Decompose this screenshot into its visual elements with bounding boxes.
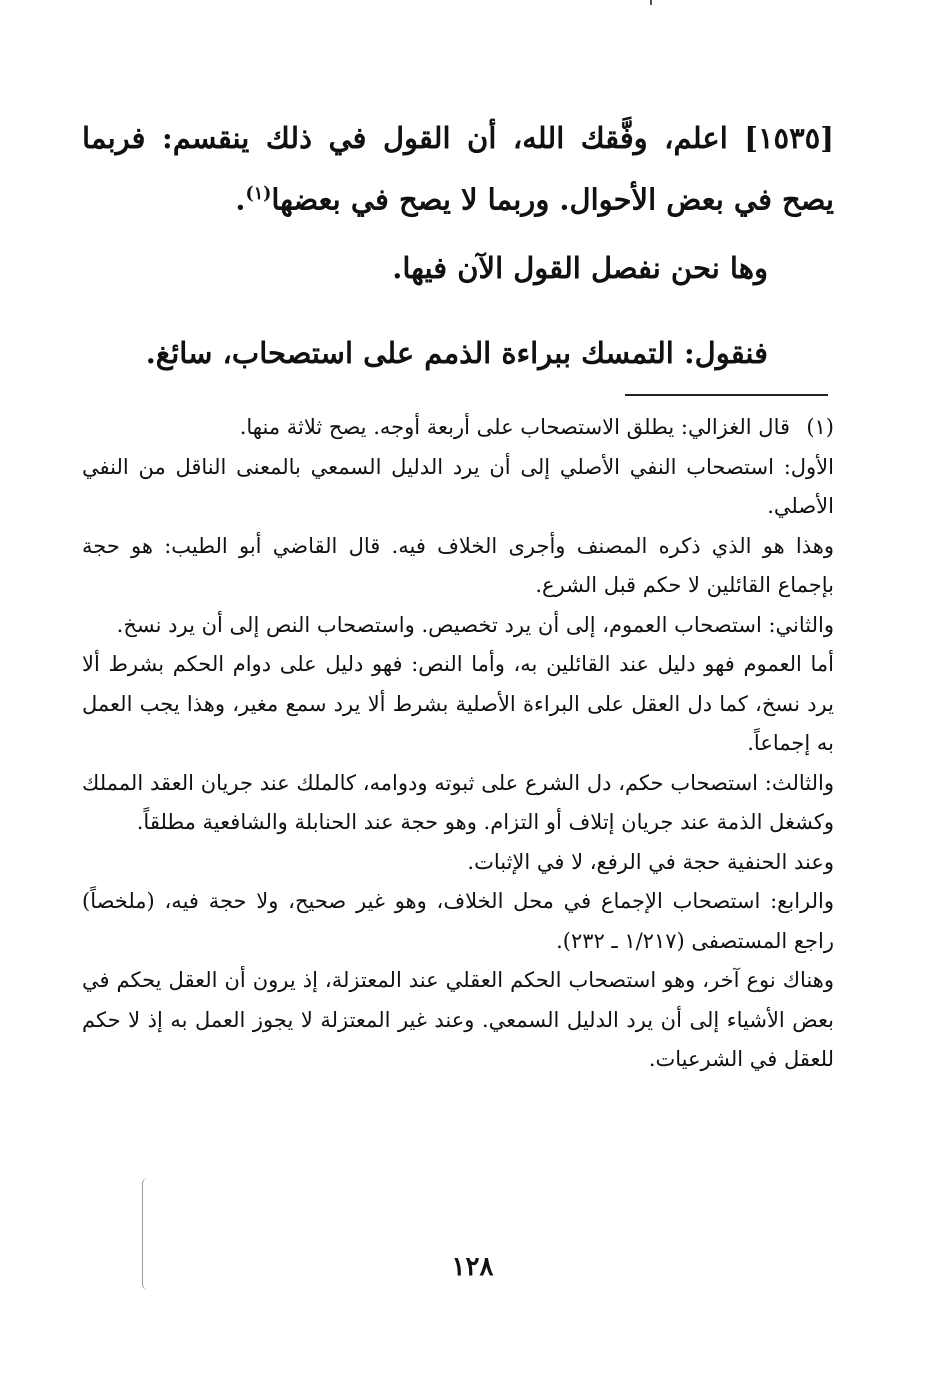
footnote-line: والثاني: استصحاب العموم، إلى أن يرد تخصيص. واستصحاب النص إلى أن يرد نسخ. [116, 612, 834, 637]
footnote-number: (١) [806, 415, 834, 439]
main-paragraph-3 [82, 325, 768, 381]
paragraph-1-text: [١٥٣٥] اعلم، وفَّقك الله، أن القول في ذلك ينقسم: فربما يصح في بعض الأحوال. وربما لا يصح في بعضها [82, 121, 834, 217]
footnotes [82, 408, 834, 1080]
footnote-reference: (١) [245, 184, 272, 204]
footnote-line: والثالث: استصحاب حكم، دل الشرع على ثبوته ودوامه، كالملك عند جريان العقد المملك وكشغل الذمة عند جريان إتلاف أو التزام. وهو حجة عند الحنابلة والشافعية مطلقاً. [82, 770, 834, 834]
main-paragraph-1 [82, 110, 834, 228]
footnote-text: قال الغزالي: يطلق الاستصحاب على أربعة أوجه. يصح ثلاثة منها. [239, 415, 790, 439]
footnote-line: وهناك نوع آخر، وهو استصحاب الحكم العقلي عند المعتزلة، إذ يرون أن العقل يحكم في بعض الأشياء إلى أن يرد الدليل السمعي. وعند غير المعتزلة لا يجوز العمل به إذ لا حكم للعقل في الشرعيات. [82, 968, 834, 1071]
paragraph-2-text: وها نحن نفصل القول الآن فيها. [392, 251, 768, 285]
footnote-line: أما العموم فهو دليل عند القائلين به، وأما النص: فهو دليل على دوام الحكم بشرط ألا يرد نسخ، كما دل العقل على البراءة الأصلية بشرط ألا يرد سمع مغير، وهذا يجب العمل به إجماعاً. [82, 652, 834, 755]
footnote-line: والرابع: استصحاب الإجماع في محل الخلاف، وهو غير صحيح، ولا حجة فيه، (ملخصاً) راجع المستصفى (١/٢١٧ ـ ٢٣٢). [82, 889, 834, 953]
footnote-line: الأول: استصحاب النفي الأصلي إلى أن يرد الدليل السمعي بالمعنى الناقل من النفي الأصلي. [82, 454, 834, 518]
scan-mark [650, 0, 652, 5]
paragraph-3-text: فنقول: التمسك ببراءة الذمم على استصحاب، سائغ. [145, 336, 768, 370]
main-paragraph-2 [82, 240, 768, 296]
footnote-line: وعند الحنفية حجة في الرفع، لا في الإثبات. [467, 849, 834, 874]
footnote-line: وهذا هو الذي ذكره المصنف وأجرى الخلاف فيه. قال القاضي أبو الطيب: هو حجة بإجماع القائلين لا حكم قبل الشرع. [82, 533, 834, 597]
paragraph-1-end: . [235, 182, 246, 217]
footnote-line [82, 408, 834, 448]
footnote-separator [625, 394, 828, 396]
page-number: ١٢٨ [451, 1252, 494, 1282]
